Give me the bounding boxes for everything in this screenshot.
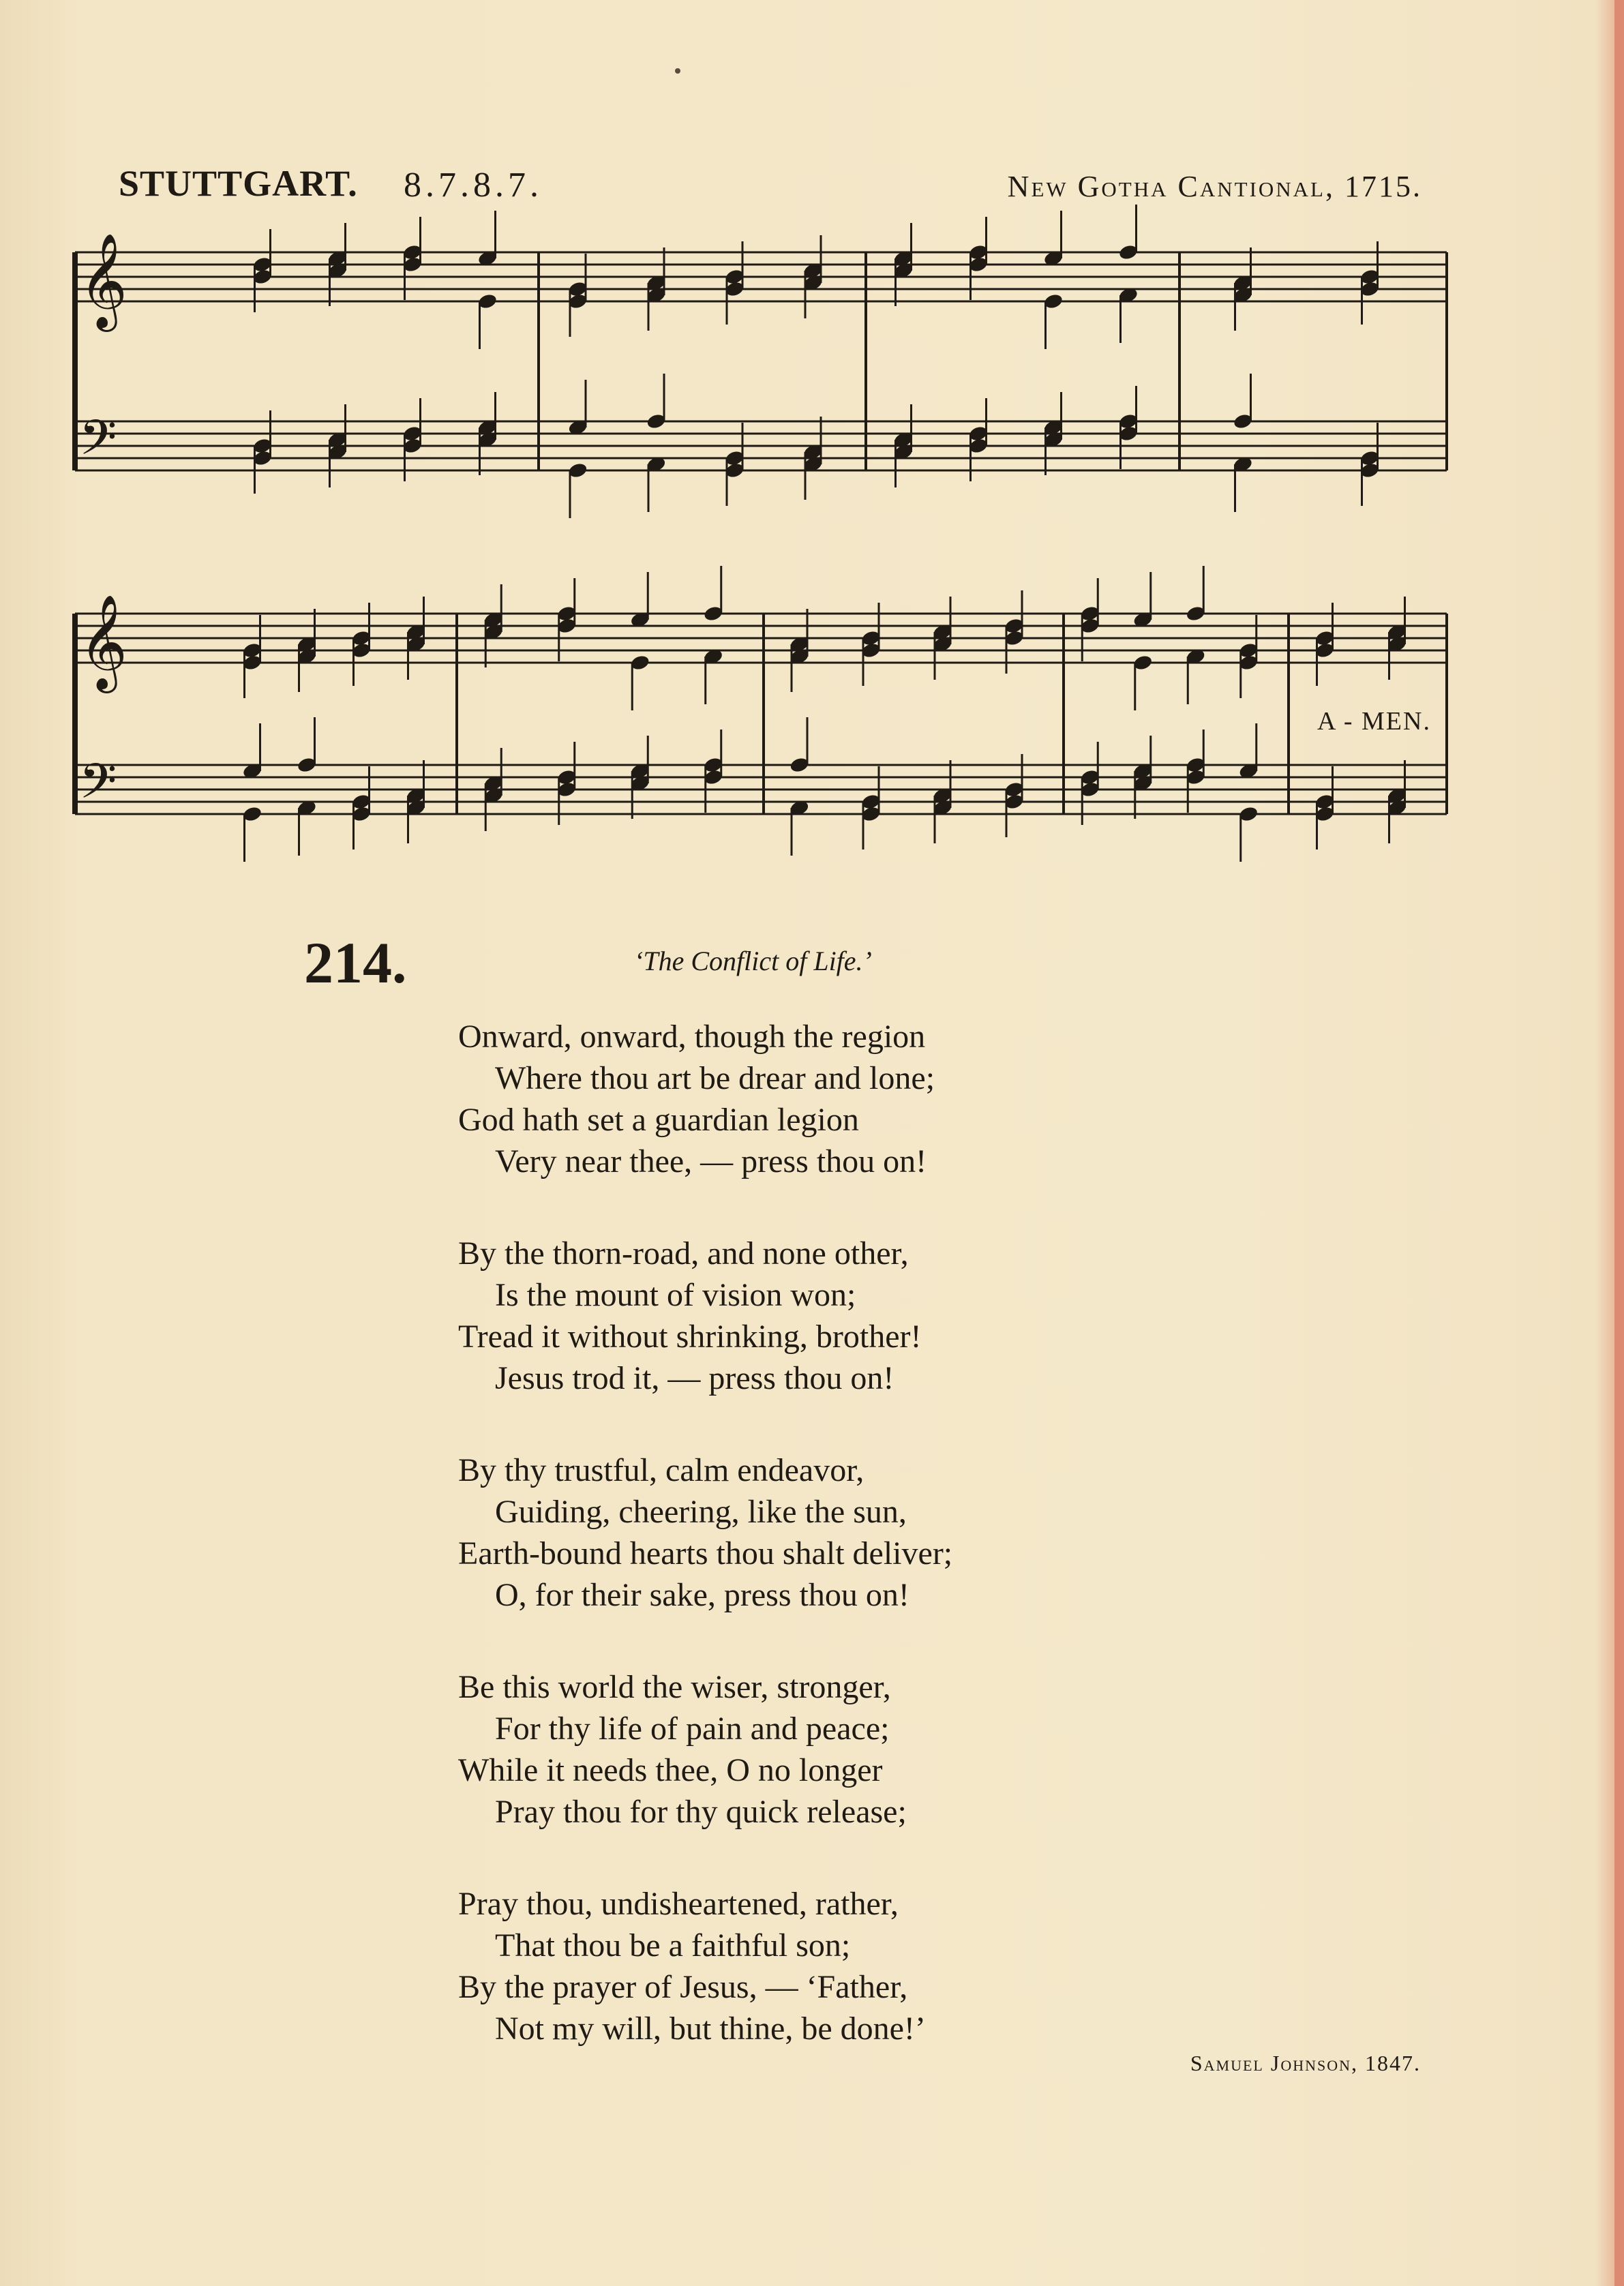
note-stem xyxy=(969,434,972,481)
note-stem xyxy=(910,404,912,452)
note-stem xyxy=(479,301,481,349)
note-stem xyxy=(985,217,987,265)
note-stem xyxy=(314,609,316,657)
verse-line: Where thou art be drear and lone; xyxy=(495,1060,935,1096)
staff-lines xyxy=(75,252,1447,814)
hymn-verses xyxy=(458,1016,952,2100)
note-stem xyxy=(1255,615,1257,663)
note-stem xyxy=(585,254,587,301)
hymn-title: ‘The Conflict of Life.’ xyxy=(634,946,872,976)
note-stem xyxy=(805,271,807,318)
note-stem xyxy=(569,470,571,518)
note-stem xyxy=(1239,650,1242,698)
note-stem xyxy=(1135,205,1137,252)
note-stem xyxy=(1361,277,1363,325)
note-stem xyxy=(648,464,650,512)
note-stem xyxy=(1135,386,1137,434)
note-stem xyxy=(720,730,722,777)
note-stem xyxy=(726,458,728,506)
stanza-3 xyxy=(458,1449,952,1616)
note-stem xyxy=(910,223,912,271)
note-stem xyxy=(631,771,633,819)
verse-line: By the prayer of Jesus, — ‘Father, xyxy=(458,1969,908,2005)
note-stem xyxy=(329,440,331,487)
note-stem xyxy=(243,814,245,862)
note-stem xyxy=(423,760,425,808)
tune-meter: 8.7.8.7. xyxy=(404,166,543,205)
amen-label: A - MEN. xyxy=(1317,707,1431,736)
note-stem xyxy=(1097,578,1099,626)
bass-clef: 𝄢 xyxy=(79,753,117,822)
verse-line: Very near thee, — press thou on! xyxy=(495,1143,927,1179)
note-stem xyxy=(259,723,261,771)
note-stem xyxy=(1149,736,1152,783)
treble-clef: 𝄞 xyxy=(79,233,127,328)
note-stem xyxy=(314,717,316,765)
note-stem xyxy=(1134,771,1136,819)
note-stem xyxy=(969,252,972,300)
note-stem xyxy=(573,578,575,626)
note-stem xyxy=(1388,796,1390,843)
note-stem xyxy=(368,603,370,650)
note-stem xyxy=(298,644,300,692)
note-stem xyxy=(479,427,481,475)
note-stem xyxy=(1234,283,1236,331)
verse-line: Pray thou, undisheartened, rather, xyxy=(458,1886,899,1922)
note-stem xyxy=(1203,730,1205,777)
note-stem xyxy=(344,404,346,452)
verse-line: Jesus trod it, — press thou on! xyxy=(495,1360,894,1396)
note-stem xyxy=(558,614,560,661)
note-heads xyxy=(242,205,1408,862)
note-stem xyxy=(494,211,496,258)
note-stem xyxy=(1332,603,1334,650)
note-stem xyxy=(1006,626,1008,674)
verse-line: Earth-bound hearts thou shalt deliver; xyxy=(458,1535,953,1571)
clefs xyxy=(79,233,127,822)
note-stem xyxy=(1361,458,1363,506)
note-stem xyxy=(1332,766,1334,814)
note-stem xyxy=(878,603,880,650)
note-stem xyxy=(805,452,807,500)
note-stem xyxy=(894,258,897,306)
note-stem xyxy=(407,796,409,843)
note-stem xyxy=(1377,241,1379,289)
note-stem xyxy=(243,650,245,698)
tune-name: STUTTGART. xyxy=(119,163,358,204)
note-stem xyxy=(419,217,421,265)
note-stem xyxy=(1239,814,1242,862)
note-stem xyxy=(1081,777,1083,825)
verse-line: For thy life of pain and peace; xyxy=(495,1711,890,1747)
note-stem xyxy=(1234,464,1236,512)
music-score xyxy=(0,0,1624,886)
verse-line: Tread it without shrinking, brother! xyxy=(458,1319,922,1355)
note-stem xyxy=(344,223,346,271)
note-stem xyxy=(573,742,575,789)
note-stem xyxy=(1119,421,1122,469)
note-stem xyxy=(1388,632,1390,680)
note-stem xyxy=(1097,742,1099,789)
note-stem xyxy=(742,241,744,289)
note-stem xyxy=(1250,247,1252,295)
verse-line: Guiding, cheering, like the sun, xyxy=(495,1494,907,1530)
note-stem xyxy=(878,766,880,814)
note-stem xyxy=(663,247,665,295)
note-stem xyxy=(647,572,649,620)
verse-line: Not my will, but thine, be done!’ xyxy=(495,2011,926,2047)
note-stem xyxy=(934,632,936,680)
note-stem xyxy=(404,434,406,481)
stanza-2 xyxy=(458,1233,952,1399)
note-stem xyxy=(1187,765,1189,813)
note-stem xyxy=(269,410,271,458)
note-stem xyxy=(254,446,256,494)
verse-line: That thou be a faithful son; xyxy=(495,1927,851,1964)
note-stem xyxy=(485,620,487,667)
note-stem xyxy=(820,417,822,464)
note-stem xyxy=(950,597,952,644)
note-stem xyxy=(1044,427,1047,475)
note-stem xyxy=(726,277,728,325)
note-stem xyxy=(419,398,421,446)
note-stem xyxy=(585,380,587,427)
note-stem xyxy=(1060,392,1062,440)
note-stem xyxy=(862,802,864,849)
note-stem xyxy=(407,632,409,680)
note-stem xyxy=(1250,374,1252,421)
stanza-4 xyxy=(458,1666,952,1833)
barlines xyxy=(457,252,1447,814)
note-stem xyxy=(1021,590,1023,638)
note-stem xyxy=(269,229,271,277)
stanza-5 xyxy=(458,1883,952,2049)
hymn-author: Samuel Johnson, 1847. xyxy=(1190,2051,1421,2075)
note-stem xyxy=(704,765,706,813)
note-stem xyxy=(820,235,822,283)
note-stem xyxy=(647,736,649,783)
note-stem xyxy=(569,289,571,337)
treble-clef: 𝄞 xyxy=(79,595,127,689)
note-stem xyxy=(1316,638,1318,686)
note-stem xyxy=(1404,597,1406,644)
note-stem xyxy=(352,802,355,849)
note-stem xyxy=(791,644,793,692)
note-stem xyxy=(1006,789,1008,837)
verse-line: While it needs thee, O no longer xyxy=(458,1752,883,1788)
hymn-number: 214. xyxy=(304,930,407,995)
note-stem xyxy=(631,663,633,710)
note-stem xyxy=(1187,657,1189,704)
note-stem xyxy=(1404,760,1406,808)
verse-line: God hath set a guardian legion xyxy=(458,1102,859,1138)
note-stem xyxy=(352,638,355,686)
note-stem xyxy=(934,796,936,843)
note-stem xyxy=(663,374,665,421)
stanza-1 xyxy=(458,1016,952,1182)
note-stem xyxy=(423,597,425,644)
verse-line: Is the mount of vision won; xyxy=(495,1277,856,1313)
note-stem xyxy=(720,566,722,614)
note-stem xyxy=(329,258,331,306)
note-stem xyxy=(648,283,650,331)
note-stem xyxy=(862,638,864,686)
note-stem xyxy=(404,252,406,300)
bass-clef: 𝄢 xyxy=(79,410,117,478)
note-stem xyxy=(704,657,706,704)
verse-line: Onward, onward, though the region xyxy=(458,1019,926,1055)
note-stem xyxy=(259,615,261,663)
note-stem xyxy=(1255,723,1257,771)
note-stem xyxy=(1149,572,1152,620)
note-stem xyxy=(950,760,952,808)
note-stem xyxy=(558,777,560,825)
note-stem xyxy=(1119,295,1122,343)
note-stem xyxy=(1377,423,1379,470)
note-stem xyxy=(1203,566,1205,614)
verse-line: Pray thou for thy quick release; xyxy=(495,1794,907,1830)
note-stem xyxy=(1021,754,1023,802)
note-stem xyxy=(494,392,496,440)
tune-source: New Gotha Cantional, 1715. xyxy=(1007,170,1422,203)
note-stem xyxy=(1044,301,1047,349)
note-stem xyxy=(791,808,793,856)
verse-line: O, for their sake, press thou on! xyxy=(495,1577,909,1613)
note-stem xyxy=(894,440,897,487)
note-stem xyxy=(1081,614,1083,661)
note-stem xyxy=(1060,211,1062,258)
verse-line: By thy trustful, calm endeavor, xyxy=(458,1452,864,1488)
note-stem xyxy=(500,748,502,796)
verse-line: Be this world the wiser, stronger, xyxy=(458,1669,891,1705)
note-stem xyxy=(807,717,809,765)
note-stem xyxy=(485,783,487,831)
note-stem xyxy=(368,766,370,814)
note-stem xyxy=(807,609,809,657)
note-stem xyxy=(254,265,256,312)
verse-line: By the thorn-road, and none other, xyxy=(458,1235,909,1272)
note-stem xyxy=(298,808,300,856)
note-stem xyxy=(742,423,744,470)
note-stem xyxy=(1134,663,1136,710)
note-stem xyxy=(985,398,987,446)
note-stem xyxy=(500,584,502,632)
note-stem xyxy=(1316,802,1318,849)
